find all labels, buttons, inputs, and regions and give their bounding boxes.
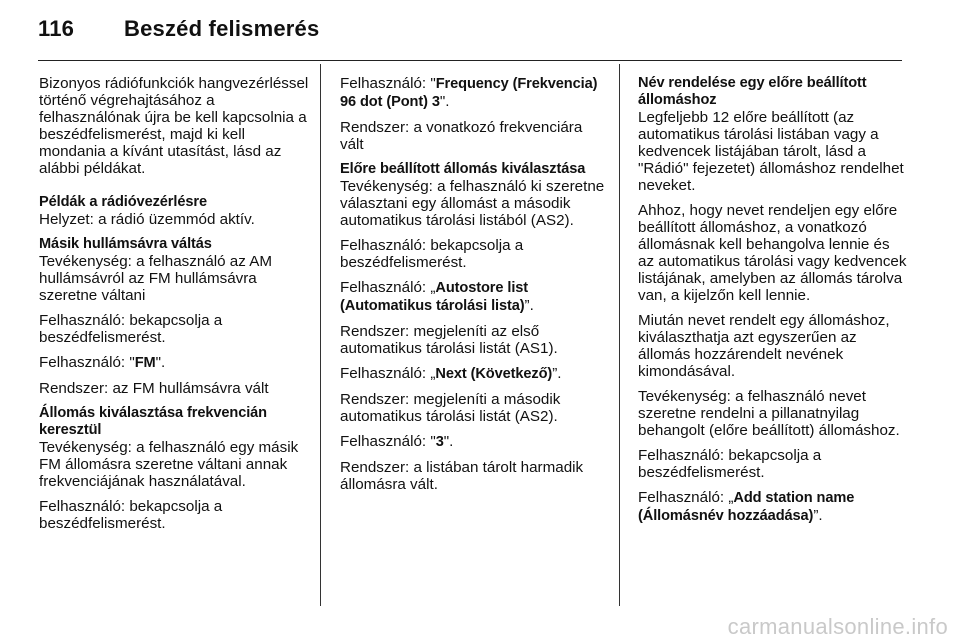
preset-system-step-2: Rendszer: megjeleníti a második automatikus tárolási listát (AS2). bbox=[340, 391, 561, 425]
frequency-user-step-2: Felhasználó: "Frequency (Frekvencia) 96 dot (Pont) 3". bbox=[340, 75, 598, 110]
band-command: FM bbox=[134, 355, 156, 371]
header-rule bbox=[38, 60, 902, 61]
band-switch-heading: Másik hullámsávra váltás bbox=[39, 236, 212, 252]
preset-user-step-2: Felhasználó: „Autostore list (Automatikus tárolási lista)”. bbox=[340, 279, 534, 314]
station-name-user-step-2: Felhasználó: „Add station name (Állomásnév hozzáadása)”. bbox=[638, 489, 855, 524]
station-name-heading: Név rendelése egy előre beállított állomáshoz bbox=[638, 75, 867, 108]
page-number: 116 bbox=[38, 16, 75, 41]
frequency-heading: Állomás kiválasztása frekvencián keresztül bbox=[39, 405, 267, 438]
frequency-command: Frequency (Frekvencia) 96 dot (Pont) 3 bbox=[340, 76, 598, 110]
column-1 bbox=[39, 75, 309, 540]
autostore-command: Autostore list (Automatikus tárolási lista) bbox=[340, 280, 529, 314]
band-system-text: Rendszer: az FM hullámsávra vált bbox=[39, 380, 269, 397]
examples-heading: Példák a rádióvezérlésre bbox=[39, 194, 207, 210]
preset-activity-text: Tevékenység: a felhasználó ki szeretne választani egy állomást a második automatikus tárolási listából (AS2). bbox=[340, 178, 605, 229]
page-header bbox=[38, 16, 319, 46]
column-2 bbox=[340, 75, 608, 501]
band-user-step-2: Felhasználó: "FM". bbox=[39, 354, 166, 371]
preset-user-step-4: Felhasználó: "3". bbox=[340, 433, 454, 450]
situation-text: Helyzet: a rádió üzemmód aktív. bbox=[39, 211, 255, 228]
intro-paragraph: Bizonyos rádiófunkciók hangvezérléssel történő végrehajtásához a felhasználónak újra be kell kapcsolnia a beszédfelismerést, majd ki kell mondania a kívánt utasítást, lásd az alábbi példákat. bbox=[39, 75, 309, 177]
column-3 bbox=[638, 75, 908, 533]
band-user-step-1: Felhasználó: bekapcsolja a beszédfelismerést. bbox=[39, 312, 223, 346]
station-name-para-3: Miután nevet rendelt egy állomáshoz, kiválaszthatja azt egyszerűen az állomás hozzárendelt nevének kimondásával. bbox=[638, 312, 890, 380]
frequency-user-step-1: Felhasználó: bekapcsolja a beszédfelismerést. bbox=[39, 498, 223, 532]
station-name-intro: Legfeljebb 12 előre beállított (az automatikus tárolási listában vagy a kedvencek listájában tárolt, lásd a "Rádió" fejezetet) állomáshoz rendelhet neveket. bbox=[638, 109, 904, 194]
station-name-para-2: Ahhoz, hogy nevet rendeljen egy előre beállított állomáshoz, a vonatkozó állomásnak kell behangolva lennie és az automatikus tárolási vagy kedvencek listájának, amelyben az állomás tárolva van, a kijelzőn kell lennie. bbox=[638, 202, 907, 304]
preset-system-step-3: Rendszer: a listában tárolt harmadik állomásra vált. bbox=[340, 459, 584, 493]
page-title: Beszéd felismerés bbox=[124, 16, 320, 41]
preset-user-step-3: Felhasználó: „Next (Következő)”. bbox=[340, 365, 562, 382]
station-name-user-step-1: Felhasználó: bekapcsolja a beszédfelismerést. bbox=[638, 447, 822, 481]
number-command: 3 bbox=[435, 434, 444, 450]
frequency-system-text: Rendszer: a vonatkozó frekvenciára vált bbox=[340, 119, 583, 153]
add-station-command: Add station name (Állomásnév hozzáadása) bbox=[638, 490, 855, 524]
frequency-activity-text: Tevékenység: a felhasználó egy másik FM állomásra szeretne váltani annak frekvenciájának használatával. bbox=[39, 439, 299, 490]
next-command: Next (Következő) bbox=[435, 366, 553, 382]
column-divider-2 bbox=[619, 64, 620, 606]
station-name-activity: Tevékenység: a felhasználó nevet szeretne rendelni a pillanatnyilag behangolt (előre beállított) állomáshoz. bbox=[638, 388, 900, 439]
band-activity-text: Tevékenység: a felhasználó az AM hullámsávról az FM hullámsávra szeretne váltani bbox=[39, 253, 273, 304]
preset-system-step-1: Rendszer: megjeleníti az első automatikus tárolási listát (AS1). bbox=[340, 323, 558, 357]
preset-user-step-1: Felhasználó: bekapcsolja a beszédfelismerést. bbox=[340, 237, 524, 271]
watermark: carmanualsonline.info bbox=[727, 614, 948, 639]
column-divider-1 bbox=[320, 64, 321, 606]
preset-heading: Előre beállított állomás kiválasztása bbox=[340, 161, 586, 177]
